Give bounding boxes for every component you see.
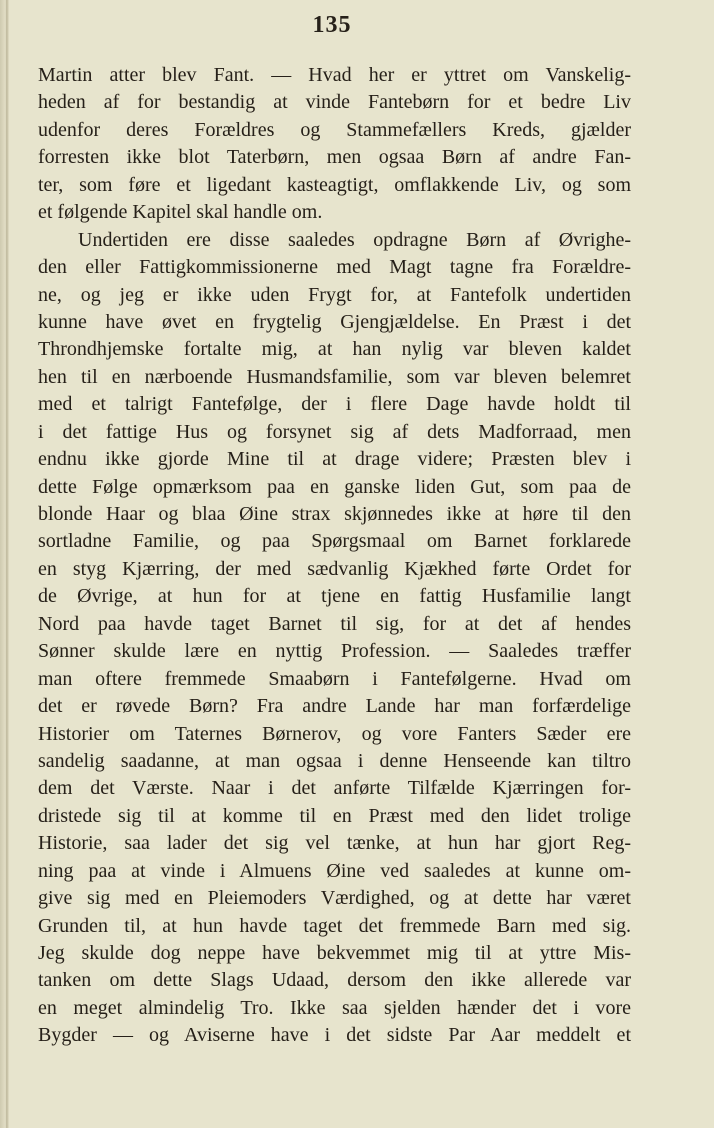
text-line-content: et følgende Kapitel skal handle om. [38,201,323,224]
text-line [38,89,631,116]
text-line [38,419,631,446]
text-line [38,62,631,89]
text-line-content: Jeg skulde dog neppe have bekvemmet mig til at yttre Mis- [38,942,631,964]
text-line-content: sortladne Familie, og paa Spørgsmaal om Barnet forklarede [38,530,631,553]
text-line [38,803,631,830]
text-line [38,666,631,693]
text-line-content: tanken om dette Slags Udaad, dersom den ikke allerede var [38,969,631,992]
text-line-content: hen til en nærboende Husmandsfamilie, som var bleven belemret [38,365,631,388]
text-line [38,693,631,720]
text-line-content: dette Følge opmærksom paa en ganske liden Gut, som paa de [38,475,631,498]
text-line [38,528,631,555]
text-line-content: Historier om Taternes Børnerov, og vore Fanters Sæder ere [38,722,631,745]
text-line-content: Undertiden ere disse saaledes opdragne Børn af Øvrighe- [78,228,631,251]
text-line [38,885,631,912]
text-line-content: ter, som føre et ligedant kasteagtigt, omflakkende Liv, og som [38,173,631,196]
text-line [38,940,631,967]
text-line-content: Sønner skulde lære en nyttig Profession. — Saaledes træffer [38,640,631,663]
text-line-content: en styg Kjærring, der med sædvanlig Kjækhed førte Ordet for [38,557,631,580]
text-line-content: Grunden til, at hun havde taget det fremmede Barn med sig. [38,914,631,937]
text-line [38,364,631,391]
text-line [38,995,631,1022]
text-line-content: give sig med en Pleiemoders Værdighed, og at dette har været [38,887,631,910]
text-line [38,556,631,583]
text-line-content: ne, og jeg er ikke uden Frygt for, at Fantefolk undertiden [38,283,631,306]
text-line [38,967,631,994]
text-line [38,309,631,336]
text-line [38,254,631,281]
text-line-content: Historie, saa lader det sig vel tænke, at hun har gjort Reg- [38,832,631,855]
text-line [38,858,631,885]
text-line [38,117,631,144]
text-line [38,775,631,802]
text-line [38,638,631,665]
text-line [38,830,631,857]
text-line [38,282,631,309]
text-line [38,501,631,528]
text-line-content: Martin atter blev Fant. — Hvad her er yttret om Vanskelig- [38,64,631,86]
text-line-content: den eller Fattigkommissionerne med Magt tagne fra Forældre- [38,256,631,279]
text-line-content: Nord paa havde taget Barnet til sig, for at det af hendes [38,612,631,635]
text-line [38,199,631,226]
text-line-content: det er røvede Børn? Fra andre Lande har man forfærdelige [38,695,631,718]
text-line [38,913,631,940]
text-line [38,1022,631,1049]
text-line [38,611,631,638]
text-line [38,336,631,363]
text-line [38,748,631,775]
text-line-content: Bygder — og Aviserne have i det sidste Par Aar meddelt et [38,1024,631,1047]
text-line [38,391,631,418]
text-line-content: dem det Værste. Naar i det anførte Tilfælde Kjærringen for- [38,777,631,800]
text-line-content: kunne have øvet en frygtelig Gjengjældelse. En Præst i det [38,310,631,333]
text-line-content: heden af for bestandig at vinde Fantebørn for et bedre Liv [38,91,631,114]
text-line [38,446,631,473]
page-binding-edge [0,0,9,1128]
text-line-content: sandelig saadanne, at man ogsaa i denne Henseende kan tiltro [38,749,631,772]
text-line-content: Throndhjemske fortalte mig, at han nylig var bleven kaldet [38,338,631,361]
text-line-content: med et talrigt Fantefølge, der i flere Dage havde holdt til [38,393,631,416]
text-line-content: man oftere fremmede Smaabørn i Fantefølgerne. Hvad om [38,667,631,690]
text-line-content: forresten ikke blot Taterbørn, men ogsaa Børn af andre Fan- [38,146,631,169]
text-line [38,721,631,748]
text-line-content: en meget almindelig Tro. Ikke saa sjelden hænder det i vore [38,996,631,1019]
text-line [38,144,631,171]
text-line-content: dristede sig til at komme til en Præst med den lidet trolige [38,804,631,827]
text-line-content: i det fattige Hus og forsynet sig af dets Madforraad, men [38,420,631,443]
text-line [38,172,631,199]
text-line-content: udenfor deres Forældres og Stammefællers Kreds, gjælder [38,118,631,141]
page-body-text [38,62,631,1050]
text-line-content: endnu ikke gjorde Mine til at drage videre; Præsten blev i [38,448,631,471]
text-line-content: de Øvrige, at hun for at tjene en fattig Husfamilie langt [38,585,631,608]
text-line [38,583,631,610]
text-line-content: blonde Haar og blaa Øine strax skjønnedes ikke at høre til den [38,503,631,525]
text-line [38,227,631,254]
text-line-content: ning paa at vinde i Almuens Øine ved saaledes at kunne om- [38,859,631,882]
text-line [38,474,631,501]
page-number: 135 [312,12,352,38]
